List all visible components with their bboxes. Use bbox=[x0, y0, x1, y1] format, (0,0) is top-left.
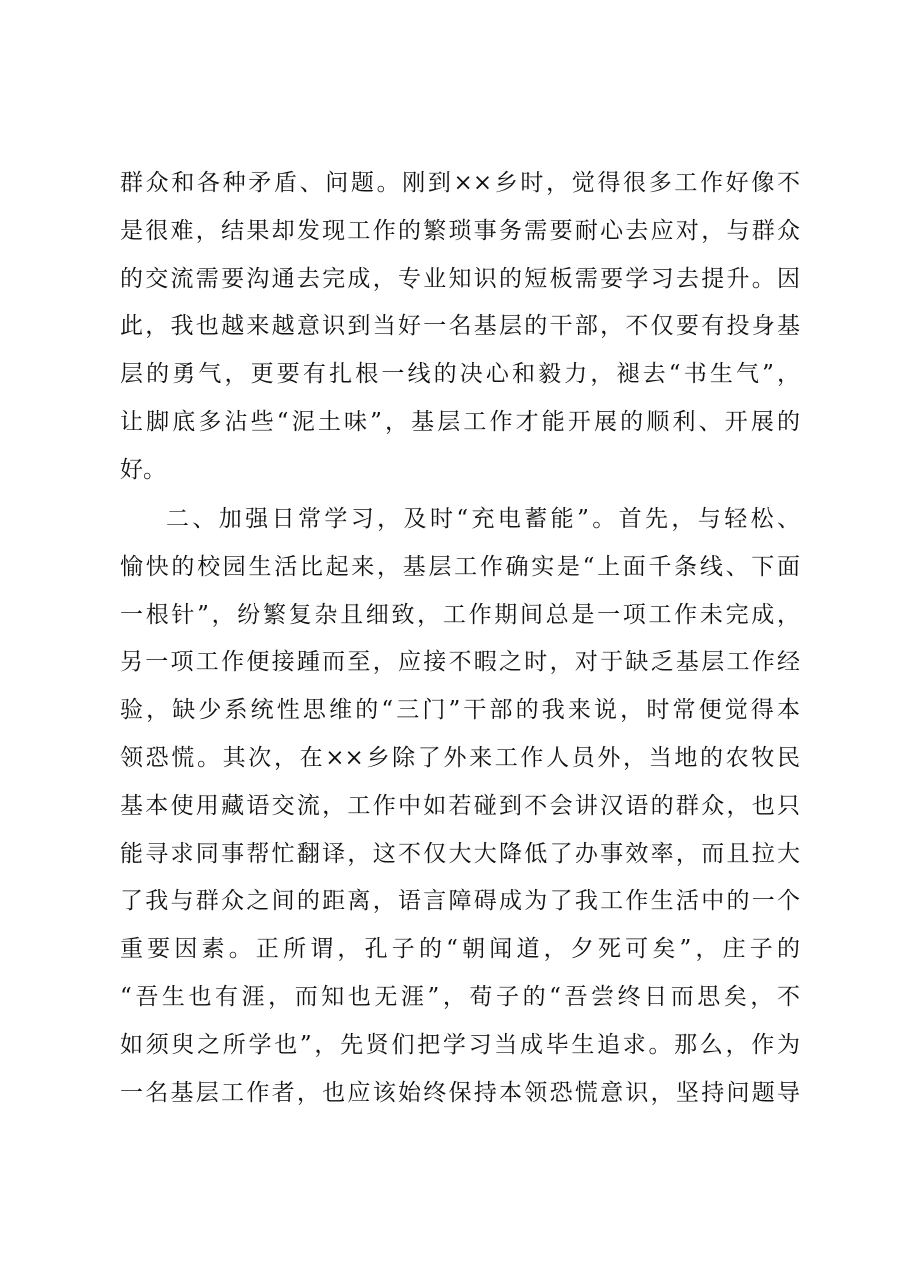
text-line: 群众和各种矛盾、问题。刚到××乡时，觉得很多工作好像不 bbox=[120, 170, 800, 196]
text-line: 基本使用藏语交流，工作中如若碰到不会讲汉语的群众，也只 bbox=[120, 792, 800, 819]
paragraph-1 bbox=[120, 160, 800, 495]
paragraph-2 bbox=[120, 496, 800, 1117]
text-line: 二、加强日常学习，及时“充电蓄能”。首先，与轻松、 bbox=[166, 506, 800, 532]
text-line: 愉快的校园生活比起来，基层工作确实是“上面千条线、下面 bbox=[120, 553, 800, 580]
text-line: 领恐慌。其次，在××乡除了外来工作人员外，当地的农牧民 bbox=[120, 744, 800, 771]
text-line: 的交流需要沟通去完成，专业知识的短板需要学习去提升。因 bbox=[120, 265, 800, 292]
text-line: 让脚底多沾些“泥土味”，基层工作才能开展的顺利、开展的 bbox=[120, 408, 800, 435]
text-line: 此，我也越来越意识到当好一名基层的干部，不仅要有投身基 bbox=[120, 313, 800, 340]
text-line: 是很难，结果却发现工作的繁琐事务需要耐心去应对，与群众 bbox=[120, 217, 800, 244]
text-line: 一根针”，纷繁复杂且细致，工作期间总是一项工作未完成， bbox=[120, 601, 800, 628]
text-line: 另一项工作便接踵而至，应接不暇之时，对于缺乏基层工作经 bbox=[120, 649, 800, 676]
text-line: 能寻求同事帮忙翻译，这不仅大大降低了办事效率，而且拉大 bbox=[120, 840, 800, 867]
text-line: “吾生也有涯，而知也无涯”，荀子的“吾尝终日而思矣，不 bbox=[120, 983, 800, 1010]
text-line: 了我与群众之间的距离，语言障碍成为了我工作生活中的一个 bbox=[120, 888, 800, 915]
text-line: 验，缺少系统性思维的“三门”干部的我来说，时常便觉得本 bbox=[120, 697, 800, 724]
text-line: 重要因素。正所谓，孔子的“朝闻道，夕死可矣”，庄子的 bbox=[120, 936, 800, 963]
text-line: 如须臾之所学也”，先贤们把学习当成毕生追求。那么，作为 bbox=[120, 1031, 800, 1058]
text-line: 层的勇气，更要有扎根一线的决心和毅力，褪去“书生气”， bbox=[120, 361, 800, 388]
text-line: 好。 bbox=[120, 456, 166, 483]
text-line: 一名基层工作者，也应该始终保持本领恐慌意识，坚持问题导 bbox=[120, 1079, 800, 1106]
